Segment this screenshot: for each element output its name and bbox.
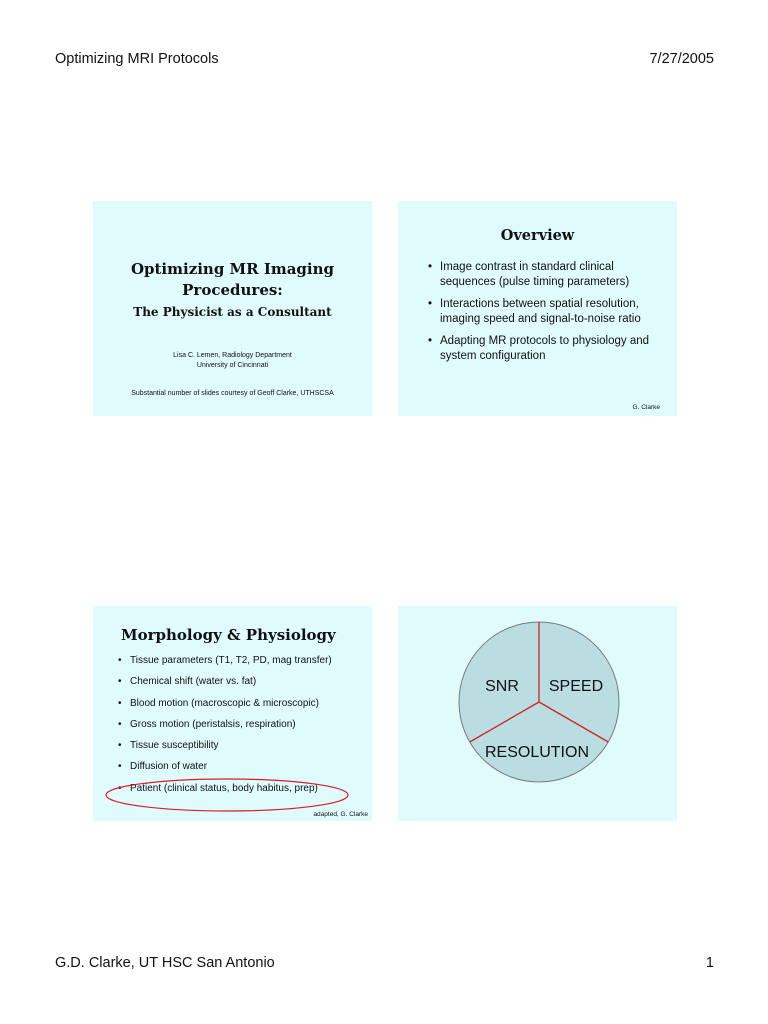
morphology-bullet: • Diffusion of water (118, 760, 332, 781)
morphology-bullet: • Tissue parameters (T1, T2, PD, mag transfer) (118, 654, 332, 675)
page-header-title: Optimizing MRI Protocols (55, 51, 219, 67)
slide-title-heading (93, 259, 372, 301)
slide-overview-credit: G. Clarke (632, 404, 660, 411)
slide-morphology-credit: adapted, G. Clarke (313, 811, 368, 818)
morphology-bullet: • Gross motion (peristalsis, respiration) (118, 718, 332, 739)
slide-morphology-heading: Morphology & Physiology (121, 626, 336, 644)
slide-title (93, 201, 372, 416)
title-line-2: Procedures: (182, 281, 283, 299)
title-line-1: Optimizing MR Imaging (130, 260, 335, 278)
overview-bullet: • Adapting MR protocols to physiology and system configuration (428, 334, 668, 363)
highlight-ellipse (93, 606, 372, 821)
page-number: 1 (705, 955, 714, 971)
morphology-bullet: • Chemical shift (water vs. fat) (118, 675, 332, 696)
slide-tradeoff-diagram (398, 606, 677, 821)
morphology-bullet: • Blood motion (macroscopic & microscopic) (118, 697, 332, 718)
label-speed: SPEED (548, 678, 604, 695)
slide-title-courtesy: Substantial number of slides courtesy of Geoff Clarke, UTHSCSA (131, 390, 334, 397)
slide-overview-heading: Overview (500, 227, 575, 244)
morphology-bullet: • Patient (clinical status, body habitus, prep) (118, 782, 332, 803)
slide-morphology (93, 606, 372, 821)
label-resolution: RESOLUTION (484, 744, 590, 761)
author-line-1: Lisa C. Lemen, Radiology Department (173, 352, 292, 359)
page-footer-author: G.D. Clarke, UT HSC San Antonio (55, 955, 275, 971)
overview-bullet: • Image contrast in standard clinical sequences (pulse timing parameters) (428, 260, 668, 289)
overview-bullet-list (428, 260, 668, 371)
label-snr: SNR (485, 678, 519, 695)
overview-bullet: • Interactions between spatial resolution, imaging speed and signal-to-noise ratio (428, 297, 668, 326)
tradeoff-circle-diagram (398, 606, 677, 821)
slide-title-author (93, 351, 372, 371)
morphology-bullet: • Tissue susceptibility (118, 739, 332, 760)
slide-overview (398, 201, 677, 416)
page-header-date: 7/27/2005 (649, 51, 714, 67)
slide-title-subtitle: The Physicist as a Consultant (133, 305, 332, 319)
author-line-2: University of Cincinnati (196, 362, 269, 369)
